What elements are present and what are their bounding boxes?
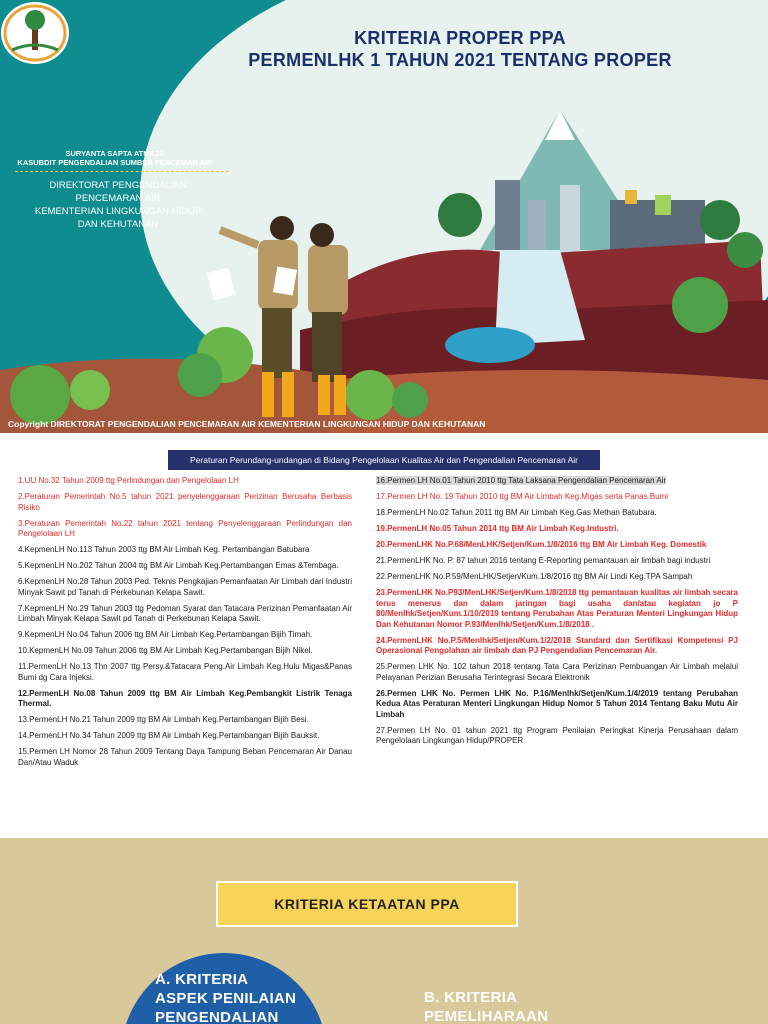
directorate-line: DIREKTORAT PENGENDALIAN [49, 180, 187, 191]
person-role: KASUBDIT PENGENDALIAN SUMBER PENCEMAR AIR [17, 158, 213, 167]
regulation-item: 14.PermenLH No.34 Tahun 2009 ttg BM Air Limbah Keg.Pertambangan Bijih Bauksit. [18, 731, 320, 740]
regulation-item: 11.PermenLH No.13 Thn 2007 ttg Persy.&Tatacara Peng.Air Limbah Keg.Hulu Migas&Panas Bumi dg Cara Injeksi. [18, 662, 352, 682]
directorate-line: KEMENTERIAN LINGKUNGAN HIDUP [34, 206, 202, 217]
criteria-a-line: ASPEK PENILAIAN [155, 990, 297, 1007]
copyright-text: Copyright DIREKTORAT PENGENDALIAN PENCEMARAN AIR KEMENTERIAN LINGKUNGAN HIDUP DAN KEHUTANAN [8, 419, 486, 429]
page-subtitle: PERMENLHK 1 TAHUN 2021 TENTANG PROPER [248, 50, 672, 70]
criteria-b-label[interactable] [424, 988, 548, 1024]
regulations-banner: Peraturan Perundang-undangan di Bidang Pengelolaan Kualitas Air dan Pengendalian Pencemaran Air [168, 450, 600, 470]
regulation-item: 3.Peraturan Pemerintah No.22 tahun 2021 tentang Penyelenggaraan Perlindungan dan Pengelolaan LH [18, 518, 352, 538]
regulation-item: 13.PermenLH No.21 Tahun 2009 ttg BM Air Limbah Keg.Pertambangan Bijih Besi. [18, 715, 309, 724]
regulation-item: 19.PermenLH No.05 Tahun 2014 ttg BM Air Limbah Keg.Industri. [376, 524, 619, 533]
regulation-item: 27.Permen LH No. 01 tahun 2021 ttg Program Penilaian Peringkat Kinerja Perusahaan dalam Pengelolaan Lingkungan Hidup/PROPER [376, 725, 738, 745]
regulation-item-highlight: 16.Permen LH No.01 Tahun 2010 ttg Tata Laksana Pengendalian Pencemaran Air [376, 476, 667, 485]
regulation-item: 1.UU No.32 Tahun 2009 ttg Perlindungan dan Pengelolaan LH [18, 476, 239, 485]
regulations-right-column [376, 476, 738, 752]
criteria-b-line: B. KRITERIA [424, 989, 518, 1006]
regulation-item: 6.KepmenLH No.28 Tahun 2003 Ped. Teknis Pengkajian Pemanfaatan Air Limbah dari Industri Minyak Sawit pd Tanah di Perkebunan Kelapa Sawit. [18, 577, 352, 597]
klhk-logo [0, 0, 70, 66]
regulation-item: 23.PermenLHK No.P93/MenLHK/Setjen/Kum.1/8/2018 ttg pemantauan kualitas air limbah secara terus menerus dan dalam jaringan bagi usaha dan/atau kegiatan jo P 80/Menlhk/Setjen/Kum.1/10/2019 tentang Perubahan Atas Peraturan Menteri Lingkungan Hidup Dan Kehutanan Nomor P.93/Menlhk/Setjen/Kum.1/8/2018 . [376, 588, 738, 629]
regulations-left-column [18, 476, 352, 774]
regulation-item: 5.KepmenLH No.202 Tahun 2004 ttg BM Air Limbah Keg.Pertambangan Emas &Tembaga. [18, 561, 339, 570]
directorate-line: PENCEMARAN AIR [75, 193, 161, 204]
regulation-item: 4.KepmenLH No.113 Tahun 2003 ttg BM Air Limbah Keg. Pertambangan Batubara [18, 545, 310, 554]
page-title: KRITERIA PROPER PPA [354, 28, 566, 48]
regulation-item: 9.KepmenLH No.04 Tahun 2006 ttg BM Air Limbah Keg.Pertambangan Bijih Timah. [18, 630, 313, 639]
regulation-item: 12.PermenLH No.08 Tahun 2009 ttg BM Air Limbah Keg.Pembangkit Listrik Tenaga Thermal. [18, 688, 352, 708]
regulation-item: 17.Permen LH No. 19 Tahun 2010 ttg BM Air Limbah Keg.Migas serta Panas Bumi [376, 492, 669, 501]
person-name: SURYANTA SAPTA ATMAJA [65, 149, 165, 158]
criteria-b-line: PEMELIHARAAN [424, 1008, 549, 1024]
regulation-item: 18.PermenLH No.02 Tahun 2011 ttg BM Air Limbah Keg.Gas Methan Batubara. [376, 508, 657, 517]
regulation-item: 22.PermenLHK No.P.59/MenLHK/Setjen/Kum.1/8/2016 ttg BM Air Lindi Keg.TPA Sampah [376, 572, 693, 581]
regulation-item: 21.PermenLHK No. P. 87 tahun 2016 tentang E-Reporting pemantauan air limbah bagi industri [376, 556, 711, 565]
criteria-section [0, 838, 768, 1024]
criteria-title-box: KRITERIA KETAATAN PPA [216, 881, 518, 927]
divider [15, 171, 229, 172]
regulation-item: 10.KepmenLH No.09 Tahun 2006 ttg BM Air Limbah Keg.Pertambangan Bijih Nikel. [18, 646, 313, 655]
regulation-item: 26.Permen LHK No. Permen LHK No. P.16/Menlhk/Setjen/Kum.1/4/2019 tentang Perubahan Kedua Atas Peraturan Menteri Lingkungan Hidup Nomor 5 Tahun 2014 Tentang Baku Mutu Air Limbah [376, 688, 738, 719]
regulation-item [376, 476, 738, 487]
criteria-a-line: A. KRITERIA [155, 971, 249, 988]
directorate-line: DAN KEHUTANAN [77, 219, 159, 230]
regulation-item: 7.KepmenLH No.29 Tahun 2003 ttg Pedoman Syarat dan Tatacara Perizinan Pemanfaatan Air Limbah Minyak Kelapa Sawit pd Tanah di Perkebunan Kelapa Sawit. [18, 603, 352, 623]
regulation-item: 24.PermenLHK No.P.5/Menlhk/Setjen/Kum.1/2/2018 Standard dan Sertifikasi Kompetensi PJ Operasional Pengolahan air limbah dan PJ Pengendalian Pencemaran Air. [376, 635, 738, 655]
criteria-a-line: PENGENDALIAN [155, 1009, 279, 1024]
criteria-a-label [155, 970, 296, 1024]
regulation-item: 20.PermenLHK No.P.68/MenLHK/Setjen/Kum.1/8/2016 ttg BM Air Limbah Keg. Domestik [376, 540, 707, 549]
regulation-item: 15.Permen LH Nomor 28 Tahun 2009 Tentang Daya Tampung Beban Pencemaran Air Danau Dan/Atau Waduk [18, 747, 352, 767]
regulation-item: 2.Peraturan Pemerintah No.5 tahun 2021 penyelenggaraan Perizinan Berusaha Berbasis Risiko [18, 492, 352, 512]
regulation-item: 25.Permen LHK No. 102 tahun 2018 tentang Tata Cara Perizinan Pembuangan Air Limbah melalui Pelayanan Perizian Berusaha Terintegrasi Secara Elektronik [376, 662, 738, 682]
hero-banner [0, 0, 768, 433]
